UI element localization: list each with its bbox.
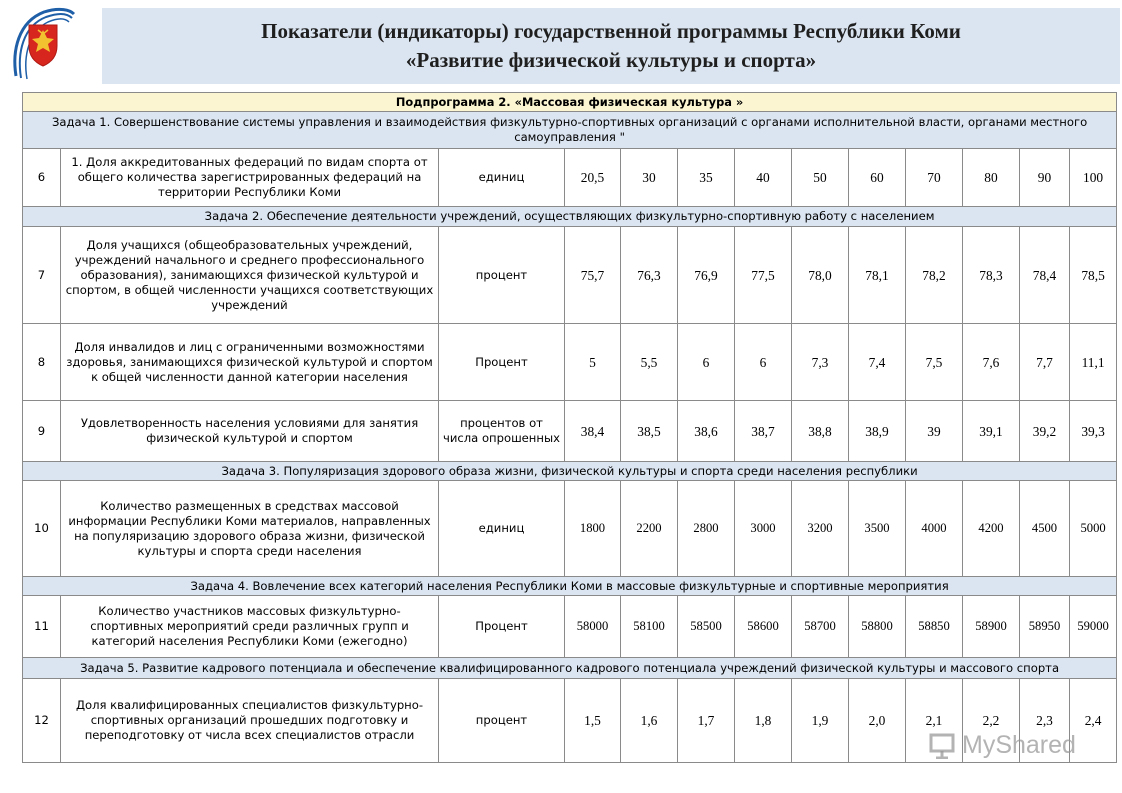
- value-cell: 39,2: [1020, 401, 1070, 462]
- value-cell: 58850: [906, 596, 963, 658]
- value-cell: 2,2: [963, 679, 1020, 763]
- value-cell: 20,5: [565, 149, 621, 207]
- indicator-name: 1. Доля аккредитованных федераций по видам спорта от общего количества зарегистрированных федераций на территории Республики Коми: [61, 149, 439, 207]
- unit: Процент: [439, 324, 565, 401]
- value-cell: 1,7: [678, 679, 735, 763]
- value-cell: 58800: [849, 596, 906, 658]
- value-cell: 60: [849, 149, 906, 207]
- task-row: [23, 462, 1117, 481]
- table-row: [23, 149, 1117, 207]
- row-number: 12: [23, 679, 61, 763]
- row-number: 9: [23, 401, 61, 462]
- indicator-name: Количество участников массовых физкультурно-спортивных мероприятий среди различных групп и категорий населения Республики Коми (ежегодно): [61, 596, 439, 658]
- value-cell: 7,6: [963, 324, 1020, 401]
- subprogram-title: Подпрограмма 2. «Массовая физическая культура »: [23, 93, 1117, 112]
- value-cell: 39,3: [1070, 401, 1117, 462]
- title-line-2: «Развитие физической культуры и спорта»: [405, 48, 817, 72]
- value-cell: 38,6: [678, 401, 735, 462]
- subprogram-row: [23, 93, 1117, 112]
- value-cell: 1,5: [565, 679, 621, 763]
- value-cell: 76,9: [678, 227, 735, 324]
- value-cell: 70: [906, 149, 963, 207]
- value-cell: 58500: [678, 596, 735, 658]
- indicator-name: Доля учащихся (общеобразовательных учреждений, учреждений начального и среднего профессионального образования), занимающихся физической культурой и спортом, в общей численности учащихся соответствующих учреждений: [61, 227, 439, 324]
- task-row: [23, 658, 1117, 679]
- value-cell: 7,7: [1020, 324, 1070, 401]
- table-row: [23, 401, 1117, 462]
- value-cell: 1,6: [621, 679, 678, 763]
- value-cell: 1,9: [792, 679, 849, 763]
- table-row: [23, 324, 1117, 401]
- unit: Процент: [439, 596, 565, 658]
- value-cell: 2,3: [1020, 679, 1070, 763]
- value-cell: 30: [621, 149, 678, 207]
- value-cell: 78,5: [1070, 227, 1117, 324]
- value-cell: 2800: [678, 481, 735, 577]
- value-cell: 1,8: [735, 679, 792, 763]
- value-cell: 6: [735, 324, 792, 401]
- coat-of-arms-logo: [10, 6, 76, 82]
- unit: единиц: [439, 149, 565, 207]
- row-number: 7: [23, 227, 61, 324]
- row-number: 6: [23, 149, 61, 207]
- value-cell: 5000: [1070, 481, 1117, 577]
- value-cell: 38,5: [621, 401, 678, 462]
- value-cell: 80: [963, 149, 1020, 207]
- value-cell: 5: [565, 324, 621, 401]
- value-cell: 75,7: [565, 227, 621, 324]
- task-3-title: Задача 3. Популяризация здорового образа жизни, физической культуры и спорта среди населения республики: [23, 462, 1117, 481]
- value-cell: 7,5: [906, 324, 963, 401]
- value-cell: 6: [678, 324, 735, 401]
- task-4-title: Задача 4. Вовлечение всех категорий населения Республики Коми в массовые физкультурные и спортивные мероприятия: [23, 577, 1117, 596]
- task-row: [23, 112, 1117, 149]
- row-number: 11: [23, 596, 61, 658]
- table-row: [23, 596, 1117, 658]
- value-cell: 39: [906, 401, 963, 462]
- task-1-title: Задача 1. Совершенствование системы управления и взаимодействия физкультурно-спортивных организаций с органами исполнительной власти, органами местного самоуправления ": [23, 112, 1117, 149]
- value-cell: 3200: [792, 481, 849, 577]
- value-cell: 38,8: [792, 401, 849, 462]
- value-cell: 5,5: [621, 324, 678, 401]
- value-cell: 1800: [565, 481, 621, 577]
- value-cell: 78,4: [1020, 227, 1070, 324]
- value-cell: 4500: [1020, 481, 1070, 577]
- value-cell: 58700: [792, 596, 849, 658]
- table-row: [23, 227, 1117, 324]
- value-cell: 39,1: [963, 401, 1020, 462]
- value-cell: 38,9: [849, 401, 906, 462]
- indicator-name: Количество размещенных в средствах массовой информации Республики Коми материалов, направленных на популяризацию здорового образа жизни, физической культуры и спорта среди населения: [61, 481, 439, 577]
- value-cell: 59000: [1070, 596, 1117, 658]
- table-row: [23, 481, 1117, 577]
- value-cell: 58000: [565, 596, 621, 658]
- value-cell: 90: [1020, 149, 1070, 207]
- unit: единиц: [439, 481, 565, 577]
- value-cell: 78,3: [963, 227, 1020, 324]
- value-cell: 78,2: [906, 227, 963, 324]
- indicator-name: Доля квалифицированных специалистов физкультурно-спортивных организаций прошедших подготовку и переподготовку от числа всех специалистов отрасли: [61, 679, 439, 763]
- value-cell: 7,4: [849, 324, 906, 401]
- value-cell: 2,4: [1070, 679, 1117, 763]
- value-cell: 11,1: [1070, 324, 1117, 401]
- value-cell: 7,3: [792, 324, 849, 401]
- value-cell: 58100: [621, 596, 678, 658]
- page-title: [102, 8, 1120, 84]
- value-cell: 100: [1070, 149, 1117, 207]
- value-cell: 50: [792, 149, 849, 207]
- table-row: [23, 679, 1117, 763]
- value-cell: 4200: [963, 481, 1020, 577]
- row-number: 8: [23, 324, 61, 401]
- value-cell: 2200: [621, 481, 678, 577]
- value-cell: 2,0: [849, 679, 906, 763]
- task-row: [23, 207, 1117, 227]
- value-cell: 35: [678, 149, 735, 207]
- task-row: [23, 577, 1117, 596]
- value-cell: 76,3: [621, 227, 678, 324]
- value-cell: 78,1: [849, 227, 906, 324]
- value-cell: 38,4: [565, 401, 621, 462]
- unit: процентов от числа опрошенных: [439, 401, 565, 462]
- indicator-name: Доля инвалидов и лиц с ограниченными возможностями здоровья, занимающихся физической культурой и спортом к общей численности данной категории населения: [61, 324, 439, 401]
- watermark-text: MyShared: [962, 731, 1076, 759]
- task-5-title: Задача 5. Развитие кадрового потенциала и обеспечение квалифицированного кадрового потенциала учреждений физической культуры и массового спорта: [23, 658, 1117, 679]
- unit: процент: [439, 227, 565, 324]
- value-cell: 3000: [735, 481, 792, 577]
- value-cell: 2,1: [906, 679, 963, 763]
- value-cell: 58900: [963, 596, 1020, 658]
- value-cell: 78,0: [792, 227, 849, 324]
- value-cell: 77,5: [735, 227, 792, 324]
- value-cell: 3500: [849, 481, 906, 577]
- indicators-table: [22, 92, 1117, 763]
- unit: процент: [439, 679, 565, 763]
- value-cell: 40: [735, 149, 792, 207]
- value-cell: 4000: [906, 481, 963, 577]
- indicator-name: Удовлетворенность населения условиями для занятия физической культурой и спортом: [61, 401, 439, 462]
- task-2-title: Задача 2. Обеспечение деятельности учреждений, осуществляющих физкультурно-спортивную работу с населением: [23, 207, 1117, 227]
- value-cell: 58950: [1020, 596, 1070, 658]
- value-cell: 38,7: [735, 401, 792, 462]
- value-cell: 58600: [735, 596, 792, 658]
- title-line-1: Показатели (индикаторы) государственной программы Республики Коми: [261, 19, 961, 43]
- row-number: 10: [23, 481, 61, 577]
